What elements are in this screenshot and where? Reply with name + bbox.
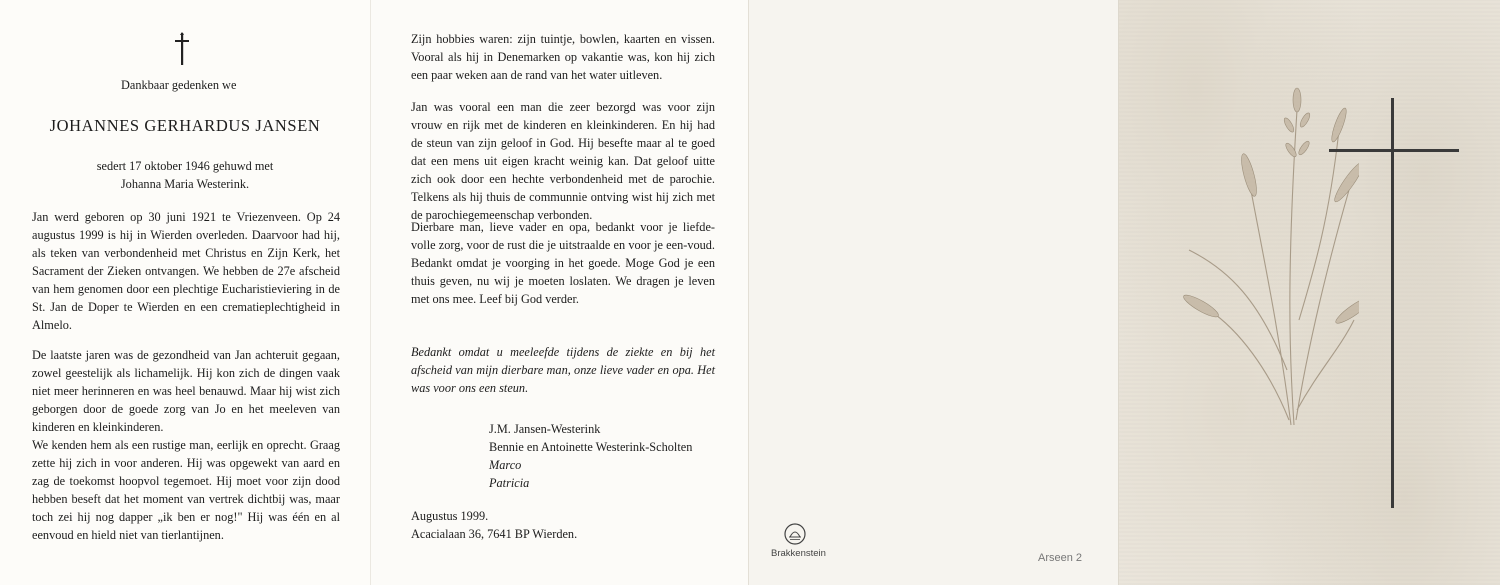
- right-page: [370, 0, 748, 585]
- publisher-logo-icon: [784, 523, 806, 545]
- cross-vertical-beam: [1391, 98, 1394, 508]
- signature-line: J.M. Jansen-Westerink: [489, 422, 601, 436]
- deceased-name: JOHANNES GERHARDUS JANSEN: [49, 116, 321, 135]
- publisher-name: Brakkenstein: [771, 548, 826, 559]
- biography-paragraph-3: We kenden hem als een rustige man, eerlijk en oprecht. Graag zette hij zich in voor anderen. Hij was opgewekt van aard en zag de toekomst hoopvol tegemoet. Hij moet voor zijn dood hebben beseft dat het moment van vertrek dichtbij was, maar toch zei hij nog dapper „ik ben er nog!" Hij was één en al eenvoud en hield niet van tierlantijnen.: [32, 438, 340, 542]
- left-page: [0, 0, 370, 585]
- farewell-paragraph: Dierbare man, lieve vader en opa, bedankt voor je liefde-volle zorg, voor de rust die je uitstraalde en voor je een-voud. Bedankt omdat je voorging in het goede. Moge God je een thuis geven, nu wij je moeten loslaten. We dragen je leven met ons mee. Leef bij God verder.: [411, 220, 715, 306]
- cross-horizontal-beam: [1329, 149, 1459, 152]
- faith-paragraph: Jan was vooral een man die zeer bezorgd was voor zijn vrouw en rijk met de kinderen en kleinkinderen. En hij had de steun van zijn geloof in God. Hij besefte maar al te goed dat een mens uit eigen kracht weinig kan. Dat geloof uitte zich ook door een hechte verbondenheid met de parochie. Telkens als hij thuis de communnie ontving wist hij zich met de parochiegemeenschap verbonden.: [411, 100, 715, 222]
- wheat-illustration: [1169, 70, 1359, 430]
- biography-paragraph-2: De laatste jaren was de gezondheid van Jan achteruit gegaan, zowel geestelijk als lichamelijk. Hij kon zich de dingen vaak niet meer herinneren en was heel benauwd. Maar hij wist zich geborgen door de goede zorg van Jo en het meeleven van kinderen en kleinkinderen.: [32, 348, 340, 434]
- address-text: Acacialaan 36, 7641 BP Wierden.: [411, 527, 578, 541]
- card-model: Arseen 2: [1038, 552, 1083, 564]
- thanks-text: Bedankt omdat u meeleefde tijdens de ziekte en bij het afscheid van mijn dierbare man, onze lieve vader en opa. Het was voor ons een steun.: [411, 345, 715, 395]
- hobbies-paragraph: Zijn hobbies waren: zijn tuintje, bowlen, kaarten en vissen. Vooral als hij in Denemarken op vakantie was, kon hij zich een paar weken aan de rand van het water uitleven.: [411, 32, 715, 82]
- signature-line: Patricia: [489, 476, 530, 490]
- back-page: [748, 0, 1118, 585]
- front-cover: [1118, 0, 1500, 585]
- cross-icon: [172, 32, 192, 66]
- married-line-2: Johanna Maria Westerink.: [120, 177, 250, 191]
- married-line-1: sedert 17 oktober 1946 gehuwd met: [96, 159, 274, 173]
- biography-paragraph-1: Jan werd geboren op 30 juni 1921 te Vriezenveen. Op 24 augustus 1999 is hij in Wierden overleden. Daarvoor had hij, als teken van verbondenheid met Christus en Zijn Kerk, het Sacrament der Zieken ontvangen. We hebben de 27e afscheid van hem genomen door een plechtige Eucharistieviering in de St. Jan de Doper te Wierden en een crematieplechtigheid in Almelo.: [32, 210, 340, 332]
- date-text: Augustus 1999.: [411, 509, 489, 523]
- signature-line: Marco: [489, 458, 522, 472]
- intro-text: Dankbaar gedenken we: [121, 78, 237, 92]
- signature-line: Bennie en Antoinette Westerink-Scholten: [489, 440, 693, 454]
